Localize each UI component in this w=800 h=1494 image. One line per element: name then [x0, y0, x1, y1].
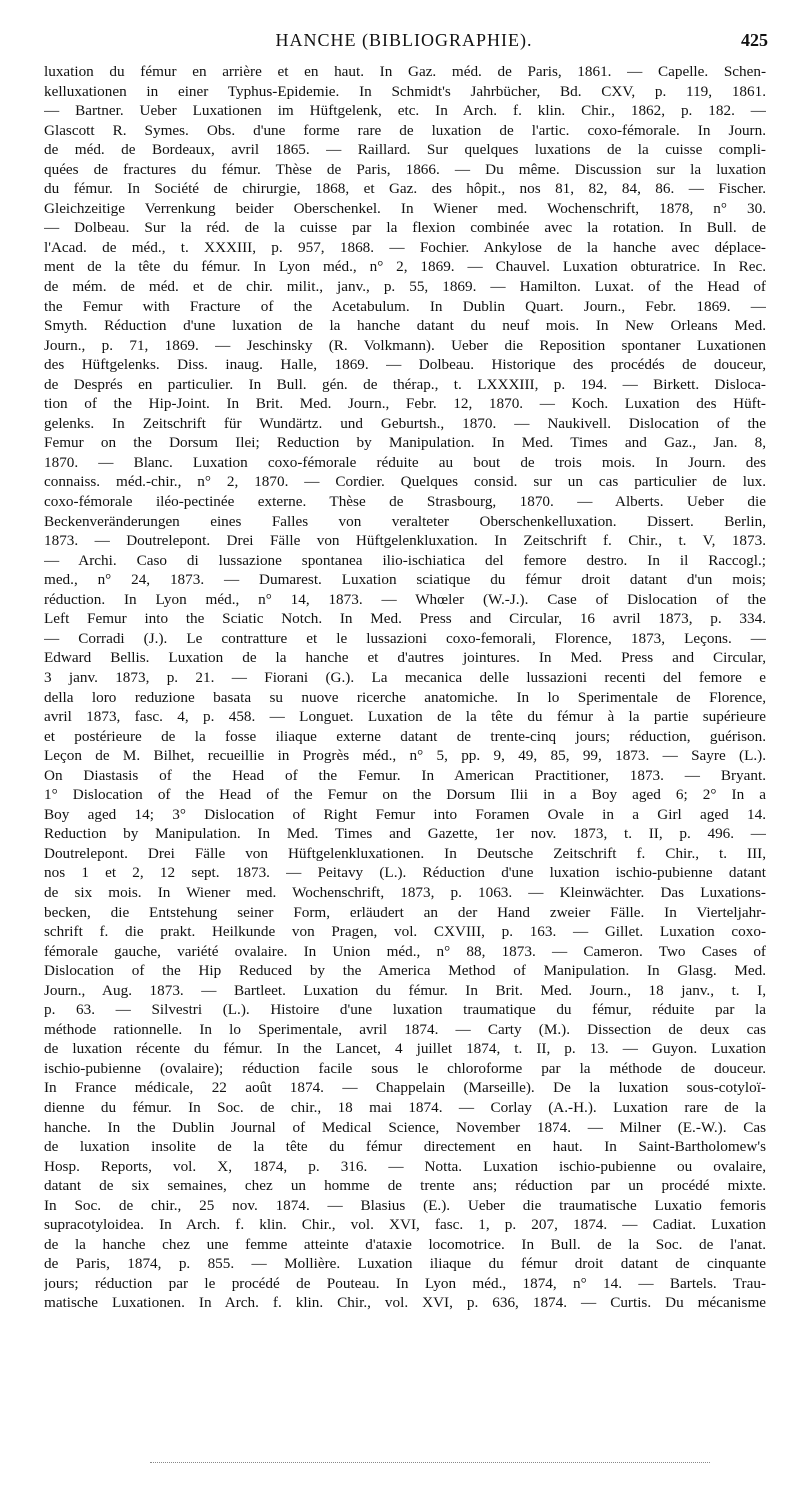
- text-line: et postérieure de la fosse iliaque externe datant de trente-cinq jours; réduction, guérison.: [44, 727, 766, 745]
- text-line: Journ., Aug. 1873. — Bartleet. Luxation du fémur. In Brit. Med. Journ., 18 janv., t. I,: [44, 981, 766, 999]
- text-line: de méd. de Bordeaux, avril 1865. — Raillard. Sur quelques luxations de la cuisse compli-: [44, 141, 766, 159]
- text-line: — Archi. Caso di lussazione spontanea ilio-ischiatica del femore destro. In il Raccogl.;: [44, 551, 766, 569]
- text-line: connaiss. méd.-chir., n° 2, 1870. — Cordier. Quelques consid. sur un cas particulier de lux.: [44, 473, 766, 491]
- text-line: des Hüftgelenks. Diss. inaug. Halle, 1869. — Dolbeau. Historique des procédés de douceur,: [44, 356, 766, 374]
- text-line: kelluxationen in einer Typhus-Epidemie. In Schmidt's Jahrbücher, Bd. CXV, p. 119, 1861.: [44, 82, 766, 100]
- text-line: datant de six semaines, chez un homme de trente ans; réduction par un procédé mixte.: [44, 1177, 766, 1195]
- text-line: Beckenveränderungen eines Falles von veralteter Oberschenkelluxation. Dissert. Berlin,: [44, 512, 766, 530]
- text-line: the Femur with Fracture of the Acetabulum. In Dublin Quart. Journ., Febr. 1869. —: [44, 297, 766, 315]
- text-line: Left Femur into the Sciatic Notch. In Med. Press and Circular, 16 avril 1873, p. 334.: [44, 610, 766, 628]
- text-line: Smyth. Réduction d'une luxation de la hanche datant du neuf mois. In New Orleans Med.: [44, 317, 766, 335]
- text-line: matische Luxationen. In Arch. f. klin. Chir., vol. XVI, p. 636, 1874. — Curtis. Du mécanisme: [44, 1294, 766, 1312]
- running-title: HANCHE (BIBLIOGRAPHIE).: [275, 30, 533, 50]
- text-line: p. 63. — Silvestri (L.). Histoire d'une luxation traumatique du fémur, réduite par la: [44, 1001, 766, 1019]
- page-number: 425: [741, 30, 768, 50]
- text-line: coxo-fémorale iléo-pectinée externe. Thèse de Strasbourg, 1870. — Alberts. Ueber die: [44, 493, 766, 511]
- text-line: — Bartner. Ueber Luxationen im Hüftgelenk, etc. In Arch. f. klin. Chir., 1862, p. 182. —: [44, 102, 766, 120]
- text-line: l'Acad. de méd., t. XXXIII, p. 957, 1868. — Fochier. Ankylose de la hanche avec déplace-: [44, 238, 766, 256]
- page-header: [40, 30, 768, 60]
- text-line: jours; réduction par le procédé de Pouteau. In Lyon méd., 1874, n° 14. — Bartels. Trau-: [44, 1274, 766, 1292]
- text-line: de mém. de méd. et de chir. milit., janv., p. 55, 1869. — Hamilton. Luxat. of the Head of: [44, 278, 766, 296]
- text-line: Hosp. Reports, vol. X, 1874, p. 316. — Notta. Luxation ischio-pubienne ou ovalaire,: [44, 1157, 766, 1175]
- text-line: Edward Bellis. Luxation de la hanche et d'autres jointures. In Med. Press and Circular,: [44, 649, 766, 667]
- text-line: tion of the Hip-Joint. In Brit. Med. Journ., Febr. 12, 1870. — Koch. Luxation des Hüft-: [44, 395, 766, 413]
- text-line: de la hanche chez une femme atteinte d'ataxie locomotrice. In Bull. de la Soc. de l'anat.: [44, 1235, 766, 1253]
- text-line: becken, die Entstehung seiner Form, erläudert an der Hand zweier Fälle. In Vierteljahr-: [44, 903, 766, 921]
- text-line: med., n° 24, 1873. — Dumarest. Luxation sciatique du fémur droit datant d'un mois;: [44, 571, 766, 589]
- text-line: dienne du fémur. In Soc. de chir., 18 mai 1874. — Corlay (A.-H.). Luxation rare de la: [44, 1098, 766, 1116]
- text-line: avril 1873, fasc. 4, p. 458. — Longuet. Luxation de la tête du fémur à la partie supérieure: [44, 708, 766, 726]
- text-line: In Soc. de chir., 25 nov. 1874. — Blasius (E.). Ueber die traumatische Luxatio femoris: [44, 1196, 766, 1214]
- text-line: Dislocation of the Hip Reduced by the America Method of Manipulation. In Glasg. Med.: [44, 962, 766, 980]
- text-line: — Corradi (J.). Le contratture et le lussazioni coxo-femorali, Florence, 1873, Leçons. —: [44, 629, 766, 647]
- text-line: — Dolbeau. Sur la réd. de la cuisse par la flexion combinée avec la rotation. In Bull. de: [44, 219, 766, 237]
- text-line: hanche. In the Dublin Journal of Medical Science, November 1874. — Milner (E.-W.). Cas: [44, 1118, 766, 1136]
- text-line: 3 janv. 1873, p. 21. — Fiorani (G.). La mecanica delle lussazioni recenti del femore e: [44, 668, 766, 686]
- text-line: 1° Dislocation of the Head of the Femur on the Dorsum Ilii in a Boy aged 6; 2° In a: [44, 786, 766, 804]
- text-line: Reduction by Manipulation. In Med. Times and Gazette, 1er nov. 1873, t. II, p. 496. —: [44, 825, 766, 843]
- text-line: schrift f. die prakt. Heilkunde von Pragen, vol. CXVIII, p. 163. — Gillet. Luxation coxo-: [44, 923, 766, 941]
- text-line: ischio-pubienne (ovalaire); réduction facile sous le chloroforme par la méthode de douceur.: [44, 1059, 766, 1077]
- text-line: de Després en particulier. In Bull. gén. de thérap., t. LXXXIII, p. 194. — Birkett. Disloca-: [44, 375, 766, 393]
- footer-dotted-rule: [150, 1462, 710, 1463]
- text-line: de luxation récente du fémur. In the Lancet, 4 juillet 1874, t. II, p. 13. — Guyon. Luxation: [44, 1040, 766, 1058]
- text-line: 1870. — Blanc. Luxation coxo-fémorale réduite au bout de trois mois. In Journ. des: [44, 453, 766, 471]
- text-line: Femur on the Dorsum Ilei; Reduction by Manipulation. In Med. Times and Gaz., Jan. 8,: [44, 434, 766, 452]
- text-line: Gleichzeitige Verrenkung beider Oberschenkel. In Wiener med. Wochenschrift, 1878, n° 30.: [44, 199, 766, 217]
- text-line: méthode rationnelle. In lo Sperimentale, avril 1874. — Carty (M.). Dissection de deux cas: [44, 1020, 766, 1038]
- text-line: Doutrelepont. Drei Fälle von Hüftgelenkluxationen. In Deutsche Zeitschrift f. Chir., t. III,: [44, 844, 766, 862]
- text-line: de six mois. In Wiener med. Wochenschrift, 1873, p. 1063. — Kleinwächter. Das Luxations-: [44, 883, 766, 901]
- text-line: In France médicale, 22 août 1874. — Chappelain (Marseille). De la luxation sous-cotyloï-: [44, 1079, 766, 1097]
- text-line: fémorale gauche, variété ovalaire. In Union méd., n° 88, 1873. — Cameron. Two Cases of: [44, 942, 766, 960]
- text-line: de luxation insolite de la tête du fémur directement en haut. In Saint-Bartholomew's: [44, 1138, 766, 1156]
- text-line: gelenks. In Zeitschrift für Wundärtz. und Geburtsh., 1870. — Naukivell. Dislocation of the: [44, 414, 766, 432]
- text-line: Glascott R. Symes. Obs. d'une forme rare de luxation de l'artic. coxo-fémorale. In Journ.: [44, 121, 766, 139]
- text-line: supracotyloidea. In Arch. f. klin. Chir., vol. XVI, fasc. 1, p. 207, 1874. — Cadiat. Luxation: [44, 1216, 766, 1234]
- text-line: luxation du fémur en arrière et en haut. In Gaz. méd. de Paris, 1861. — Capelle. Schen-: [44, 63, 766, 80]
- text-line: Leçon de M. Bilhet, recueillie in Progrès méd., n° 5, pp. 9, 49, 85, 99, 1873. — Sayre (L.).: [44, 747, 766, 765]
- text-line: nos 1 et 2, 12 sept. 1873. — Peitavy (L.). Réduction d'une luxation ischio-pubienne datant: [44, 864, 766, 882]
- text-line: ment de la tête du fémur. In Lyon méd., n° 2, 1869. — Chauvel. Luxation obturatrice. In Rec.: [44, 258, 766, 276]
- text-line: 1873. — Doutrelepont. Drei Fälle von Hüftgelenkluxation. In Zeitschrift f. Chir., t. V, 1873.: [44, 532, 766, 550]
- text-line: della loro reduzione basata su nuove ricerche anatomiche. In lo Sperimentale de Florence,: [44, 688, 766, 706]
- text-line: Journ., p. 71, 1869. — Jeschinsky (R. Volkmann). Ueber die Reposition spontaner Luxationen: [44, 336, 766, 354]
- bibliography-text: [44, 62, 766, 1313]
- text-line: quées de fractures du fémur. Thèse de Paris, 1866. — Du même. Discussion sur la luxation: [44, 160, 766, 178]
- text-line: On Diastasis of the Head of the Femur. In American Practitioner, 1873. — Bryant.: [44, 766, 766, 784]
- text-line: de Paris, 1874, p. 855. — Mollière. Luxation iliaque du fémur droit datant de cinquante: [44, 1255, 766, 1273]
- text-line: Boy aged 14; 3° Dislocation of Right Femur into Foramen Ovale in a Girl aged 14.: [44, 805, 766, 823]
- text-line: du fémur. In Société de chirurgie, 1868, et Gaz. des hôpit., nos 81, 82, 84, 86. — Fischer.: [44, 180, 766, 198]
- text-line: réduction. In Lyon méd., n° 14, 1873. — Whœler (W.-J.). Case of Dislocation of the: [44, 590, 766, 608]
